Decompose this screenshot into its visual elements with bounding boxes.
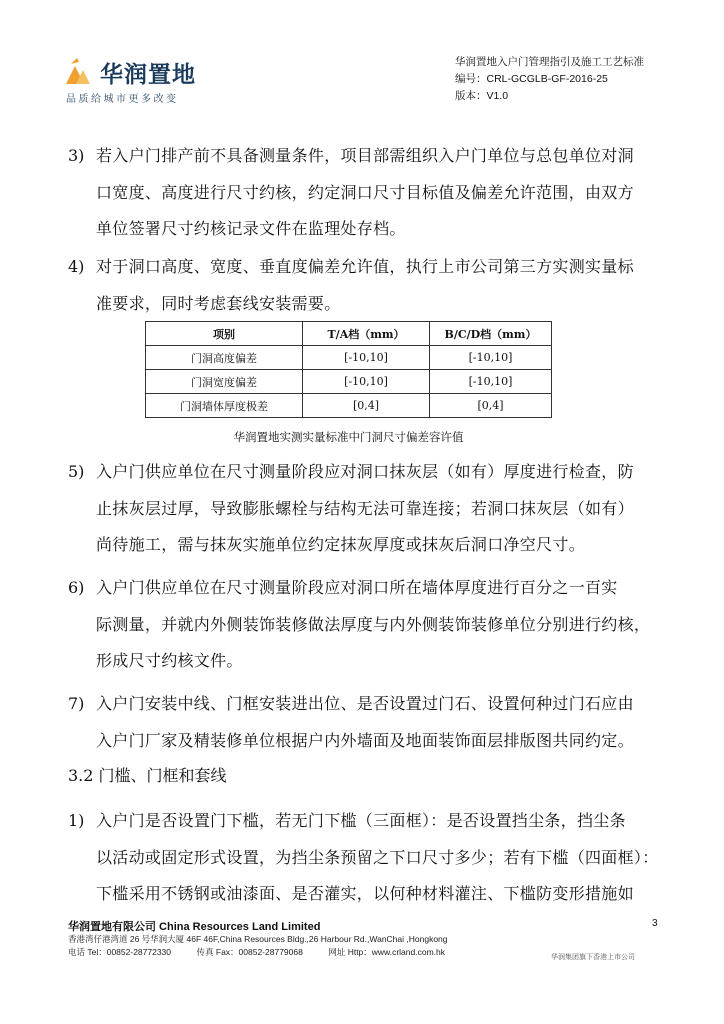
table-header: B/C/D档（mm） [430,322,552,346]
item-line: 入户门是否设置门下槛，若无门下槛（三面框）：是否设置挡尘条，挡尘条 [96,811,626,830]
table-row [146,394,552,418]
table-header-row [146,322,552,346]
table-cell: [0,4] [430,394,552,418]
item-number: 1) [68,811,85,830]
item-line: 准要求，同时考虑套线安装需要。 [96,293,341,313]
item-number: 3) [68,146,85,165]
item-line: 对于洞口高度、宽度、垂直度偏差允许值，执行上市公司第三方实测实量标 [96,257,634,276]
page-number: 3 [652,918,658,929]
table-cell: [-10,10] [430,370,552,394]
company-slogan: 品质给城市更多改变 [66,94,179,105]
deviation-table [145,321,552,418]
table-cell: 门洞宽度偏差 [146,370,303,394]
item-line: 口宽度、高度进行尺寸约核，约定洞口尺寸目标值及偏差允许范围，由双方 [96,182,634,202]
item-line: 入户门供应单位在尺寸测量阶段应对洞口抹灰层（如有）厚度进行检查，防 [96,462,634,481]
doc-title: 华润置地入户门管理指引及施工工艺标准 [455,56,644,68]
table-row [146,370,552,394]
item-number: 7) [68,694,85,713]
list-item [68,249,668,322]
item-line: 若入户门排产前不具备测量条件，项目部需组织入户门单位与总包单位对洞 [96,146,634,165]
table-cell: [-10,10] [303,346,430,370]
table-cell: 门洞墙体厚度极差 [146,394,303,418]
table-row [146,346,552,370]
doc-code: 编号：CRL-GCGLB-GF-2016-25 [455,73,608,85]
item-line: 以活动或固定形式设置，为挡尘条预留之下口尺寸多少；若有下槛（四面框）： [96,847,659,867]
list-item [68,454,668,564]
item-line: 止抹灰层过厚，导致膨胀螺栓与结构无法可靠连接；若洞口抹灰层（如有） [96,498,634,518]
table-cell: [-10,10] [430,346,552,370]
item-line: 入户门安装中线、门框安装进出位、是否设置过门石、设置何种过门石应由 [96,694,634,713]
doc-version: 版本：V1.0 [455,90,509,102]
item-line: 入户门厂家及精装修单位根据户内外墙面及地面装饰面层排版图共同约定。 [96,730,634,750]
company-logo-text: 华润置地 [100,62,196,88]
item-line: 单位签署尺寸约核记录文件在监理处存档。 [96,219,406,238]
table-cell: 门洞高度偏差 [146,346,303,370]
footer-group: 华润集团旗下香港上市公司 [551,953,635,961]
item-number: 4) [68,257,85,276]
item-line: 尚待施工，需与抹灰实施单位约定抹灰厚度或抹灰后洞口净空尺寸。 [96,535,586,554]
footer-company: 华润置地有限公司 China Resources Land Limited [68,921,321,933]
item-number: 5) [68,462,85,481]
list-item [68,138,668,248]
item-number: 6) [68,578,85,597]
table-caption: 华润置地实测实量标准中门洞尺寸偏差容许值 [233,430,464,444]
list-item [68,686,668,759]
item-line: 形成尺寸约核文件。 [96,651,243,670]
table-cell: [-10,10] [303,370,430,394]
table-header: T/A档（mm） [303,322,430,346]
footer-contact: 电话 Tel：00852-28772330 传真 Fax：00852-28779068 网址 Http：www.crland.com.hk [68,947,445,957]
footer-address: 香港湾仔港湾道 26 号华润大厦 46F 46F,China Resources Bldg.,26 Harbour Rd.,WanChai ,Hongkong [68,934,448,944]
item-line: 下槛采用不锈钢或油漆面、是否灌实，以何种材料灌注、下槛防变形措施如 [96,884,634,903]
list-item [68,803,668,913]
list-item [68,570,668,680]
table-cell: [0,4] [303,394,430,418]
table-header: 项别 [146,322,303,346]
doc-info [455,54,644,105]
logo-mark-icon [64,58,94,86]
item-line: 际测量，并就内外侧装饰装修做法厚度与内外侧装饰装修单位分别进行约核， [96,614,651,634]
section-title: 3.2 门槛、门框和套线 [68,766,227,785]
item-line: 入户门供应单位在尺寸测量阶段应对洞口所在墙体厚度进行百分之一百实 [96,578,618,597]
